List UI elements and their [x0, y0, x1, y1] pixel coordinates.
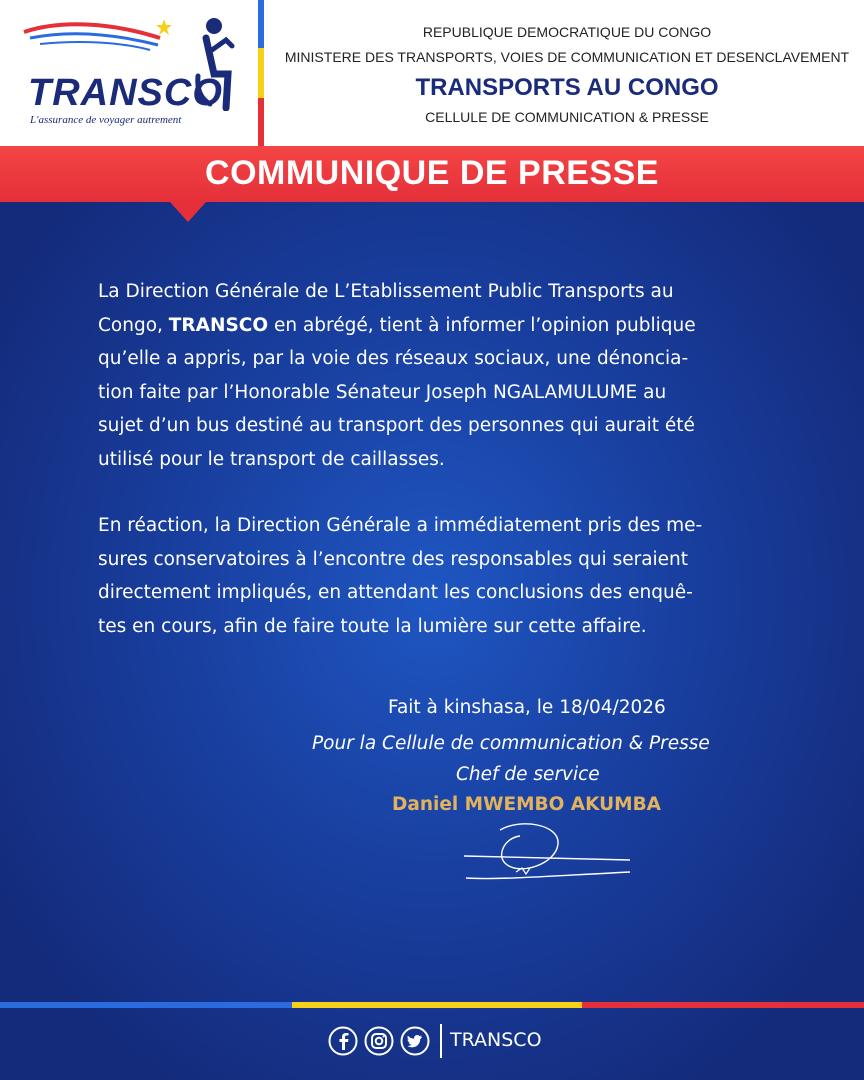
place-date: Fait à kinshasa, le 18/04/2026 [388, 697, 666, 718]
paragraph-line: qu’elle a appris, par la voie des réseaux sociaux, une dénoncia- [98, 348, 689, 369]
footer-separator [440, 1024, 442, 1058]
department-name: CELLULE DE COMMUNICATION & PRESSE [425, 109, 709, 125]
ministry-name: MINISTERE DES TRANSPORTS, VOIES DE COMMUNICATION ET DESENCLAVEMENT [284, 49, 850, 65]
paragraph-line: tes en cours, afin de faire toute la lumière sur cette affaire. [98, 615, 647, 637]
paragraph-line: tion faite par l’Honorable Sénateur Joseph NGALAMULUME au [98, 381, 667, 403]
facebook-icon[interactable] [328, 1026, 358, 1056]
logo-stripes-icon [0, 0, 200, 70]
signatory-role: Pour la Cellule de communication & Presse [312, 733, 710, 754]
paragraph-2 [98, 509, 778, 643]
paragraph-line: utilisé pour le transport de caillasses. [98, 448, 445, 470]
title-banner [0, 146, 864, 202]
paragraph-line: directement impliqués, en attendant les conclusions des enquê- [98, 582, 693, 603]
letterhead [0, 0, 864, 146]
footer-brand: TRANSCO [450, 1029, 542, 1051]
transco-logo [0, 0, 258, 146]
flag-bar [258, 0, 264, 146]
paragraph-text: Congo, [98, 314, 169, 336]
paragraph-1 [98, 275, 778, 476]
paragraph-line: En réaction, la Direction Générale a immédiatement pris des me- [98, 515, 703, 536]
paragraph-text: en abrégé, tient à informer l’opinion publique [268, 314, 696, 336]
footer-stripe-yellow [292, 1002, 582, 1008]
handwritten-signature [460, 820, 640, 890]
paragraph-line [98, 309, 778, 343]
instagram-icon[interactable] [364, 1026, 394, 1056]
logo-tagline: L'assurance de voyager autrement [30, 114, 182, 126]
country-name: REPUBLIQUE DEMOCRATIQUE DU CONGO [422, 24, 712, 40]
transco-emphasis: TRANSCO [168, 314, 269, 336]
footer-stripe-blue [0, 1002, 292, 1008]
banner-pointer [170, 202, 206, 222]
footer-stripe-red [582, 1002, 864, 1008]
paragraph-line: sujet d’un bus destiné au transport des personnes qui aurait été [98, 415, 695, 436]
logo-wordmark: TRANSCO [28, 72, 223, 114]
twitter-icon[interactable] [400, 1026, 430, 1056]
paragraph-line: La Direction Générale de L’Etablissement Public Transports au [98, 281, 674, 302]
signatory-service: Chef de service [456, 764, 600, 785]
signatory-name: Daniel MWEMBO AKUMBA [392, 794, 661, 815]
paragraph-line: sures conservatoires à l’encontre des responsables qui seraient [98, 548, 689, 570]
organization-name: TRANSPORTS AU CONGO [415, 74, 719, 101]
page-title: COMMUNIQUE DE PRESSE [205, 154, 659, 192]
